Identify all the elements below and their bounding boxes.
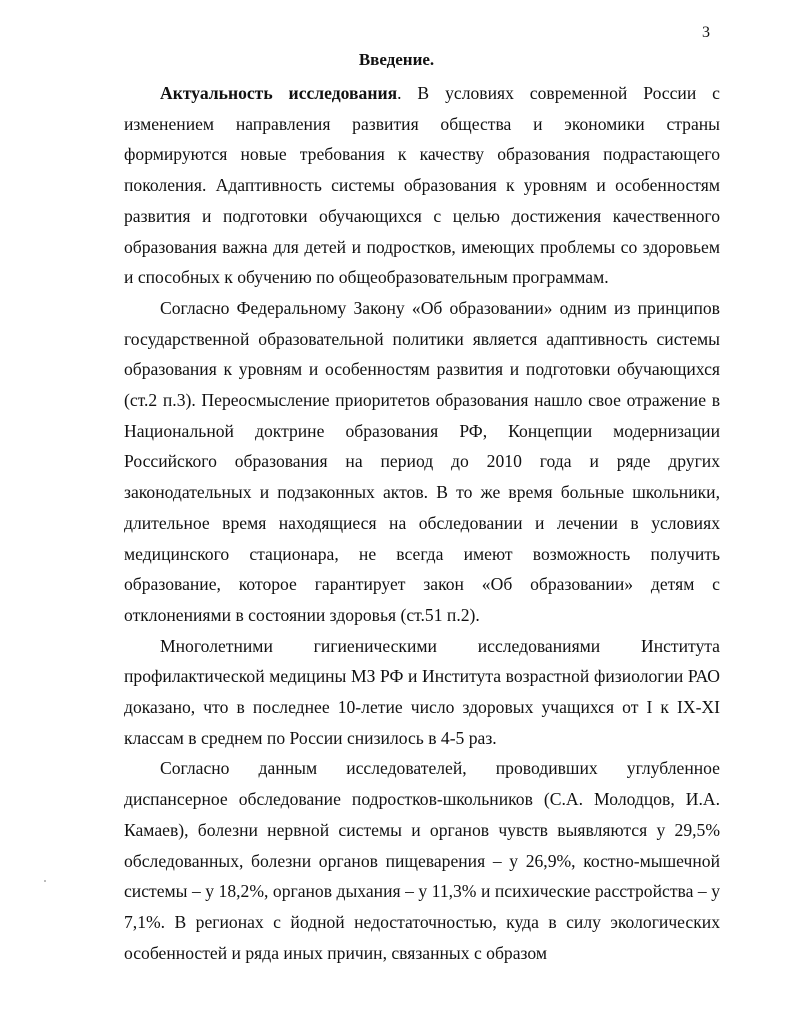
- paragraph-lead-phrase: Актуальность исследования: [160, 83, 398, 103]
- scan-speck: [44, 880, 46, 882]
- paragraph-relevance: [124, 78, 720, 293]
- body-text: [124, 78, 720, 968]
- paragraph-federal-law: Согласно Федеральному Закону «Об образовании» одним из принципов государственной образовательной политики является адаптивность системы образования к уровням и особенностям развития и подготовки обучающихся (ст.2 п.3). Переосмысление приоритетов образования нашло свое отражение в Национальной доктрине образования РФ, Концепции модернизации Российского образования на период до 2010 года и ряде других законодательных и подзаконных актов. В то же время больные школьники, длительное время находящиеся на обследовании и лечении в условиях медицинского стационара, не всегда имеют возможность получить образование, которое гарантирует закон «Об образовании» детям с отклонениями в состоянии здоровья (ст.51 п.2).: [124, 297, 720, 625]
- paragraph-hygiene-research: Многолетними гигиеническими исследованиями Института профилактической медицины МЗ РФ и Института возрастной физиологии РАО доказано, что в последнее 10-летие число здоровых учащихся от I к IX-XI классам в среднем по России снизилось в 4-5 раз.: [124, 635, 720, 748]
- paragraph-survey-data: Согласно данным исследователей, проводивших углубленное диспансерное обследование подростков-школьников (С.А. Молодцов, И.А. Камаев), болезни нервной системы и органов чувств выявляются у 29,5% обследованных, болезни органов пищеварения – у 26,9%, костно-мышечной системы – у 18,2%, органов дыхания – у 11,3% и психические расстройства – у 7,1%. В регионах с йодной недостаточностью, куда в силу экологических особенностей и ряда иных причин, связанных с образом: [124, 758, 720, 963]
- section-title: Введение.: [358, 50, 435, 69]
- page-number: 3: [702, 24, 710, 41]
- paragraph-text: . В условиях современной России с изменением направления развития общества и экономики страны формируются новые требования к качеству образования подрастающего поколения. Адаптивность системы образования к уровням и особенностям развития и подготовки обучающихся с целью достижения качественного образования важна для детей и подростков, имеющих проблемы со здоровьем и способных к обучению по общеобразовательным программам.: [124, 83, 720, 288]
